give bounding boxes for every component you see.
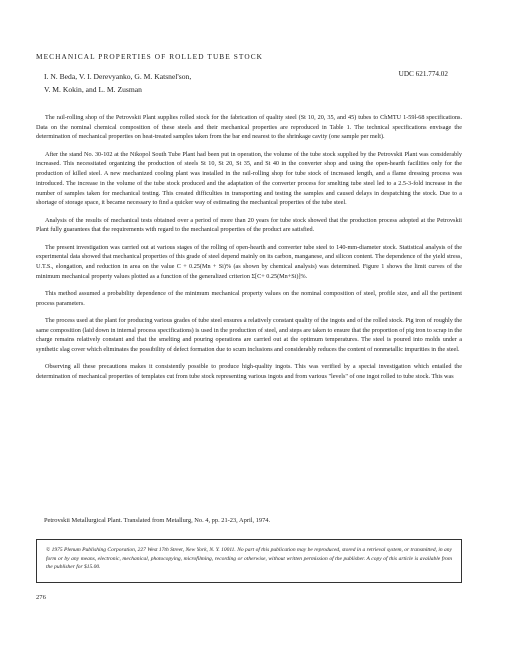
- source-footnote: Petrovskii Metallurgical Plant. Translated from Metallurg, No. 4, pp. 21-23, April, 1974.: [44, 517, 271, 524]
- copyright-notice: © 1975 Plenum Publishing Corporation, 227 West 17th Street, New York, N. Y. 10011. No part of this publication may be reproduced, stored in a retrieval system, or transmitted, in any form or by any means, electronic, mechanical, photocopying, microfilming, recording or otherwise, without written permission of the publisher. A copy of this article is available from the publisher for $15.00.: [46, 547, 452, 571]
- author-list: I. N. Beda, V. I. Derevyanko, G. M. Katsnel'son, V. M. Kokin, and L. M. Zusman: [44, 72, 192, 94]
- paragraph: The rail-rolling shop of the Petrovskii Plant supplies rolled stock for the fabrication of quality steel (St 10, 20, 35, and 45) tubes to ChMTU 1-59l-68 specifications. Data on the nominal chemical composition of these steels and their mechanical properties are reproduced in Table 1. The technical specifications envisage the determination of mechanical properties on heat-treated samples taken from the bar end nearest to the shrinkage cavity (one sample per melt).: [36, 114, 462, 141]
- paragraph: After the stand No. 30-102 at the Nikopol South Tube Plant had been put in operation, the volume of the tube stock supplied by the Petrovskii Plant was considerably increased. This necessitated organizing the production of steels St 10, St 20, St 35, and St 40 in the converter shop and using the open-hearth facilities only for the production of killed steel. A new mechanized cooling plant was installed in the rail-rolling shop for tube stock of increased length, and a flame dressing process was introduced. The increase in the volume of the tube stock produced and the adaptation of the converter process for smelting tube steel led to a 2.5-3-fold increase in the number of samples taken for mechanical testing. This created difficulties in transporting and testing the samples and caused delays in despatching the stock. Due to a shortage of storage space, it became necessary to find a quicker way of estimating the mechanical properties of the tube steel.: [36, 150, 462, 207]
- paragraph: The process used at the plant for producing various grades of tube steel ensures a relatively constant quality of the ingots and of the rolled stock. Pig iron of roughly the same composition (laid down in internal process specifications) is used in the production of steel, and steps are taken to ensure that the proportion of pig iron to scrap in the charge remains relatively constant and that the smelting and pouring operations are carried out at the optimum temperatures. The steel is poured into molds under a synthetic slag cover which eliminates the possibility of defect formation due to scum inclusions and considerably reduces the content of nonmetallic impurities in the steel.: [36, 316, 462, 354]
- udc-code: UDC 621.774.02: [398, 70, 448, 78]
- copyright-box: [36, 539, 462, 583]
- paragraph: This method assumed a probability dependence of the minimum mechanical property values on the nominal composition of steel, profile size, and all the pertinent process parameters.: [36, 289, 462, 307]
- page-number: 276: [36, 594, 46, 601]
- paragraph: The present investigation was carried out at various stages of the rolling of open-hearth and converter tube steel to 140-mm-diameter stock. Statistical analysis of the experimental data showed that mechanical properties of this grade of steel depend mainly on its carbon, manganese, and silicon content. The dependence of the yield stress, U.T.S., elongation, and reduction in area on the value C + 0.25(Mn + Si)% (as shown by chemical analysis) was determined. Figure 1 shows the limit curves of the minimum mechanical property values plotted as a function of the generalized criterion Σ[C+ 0.25(Mn+Si)]%.: [36, 243, 462, 280]
- article-body: [36, 113, 462, 389]
- paragraph: Analysis of the results of mechanical tests obtained over a period of more than 20 years for tube stock showed that the production process adopted at the Petrovskii Plant fully guarantees that the requirements with regard to the mechanical properties of the product are satisfied.: [36, 216, 462, 234]
- article-title: MECHANICAL PROPERTIES OF ROLLED TUBE STOCK: [36, 52, 264, 61]
- paragraph: Observing all these precautions makes it consistently possible to produce high-quality ingots. This was verified by a special investigation which entailed the determination of mechanical properties of templates cut from tube stock representing various ingots and from various "levels" of one ingot rolled to tube stock. This was: [36, 363, 462, 381]
